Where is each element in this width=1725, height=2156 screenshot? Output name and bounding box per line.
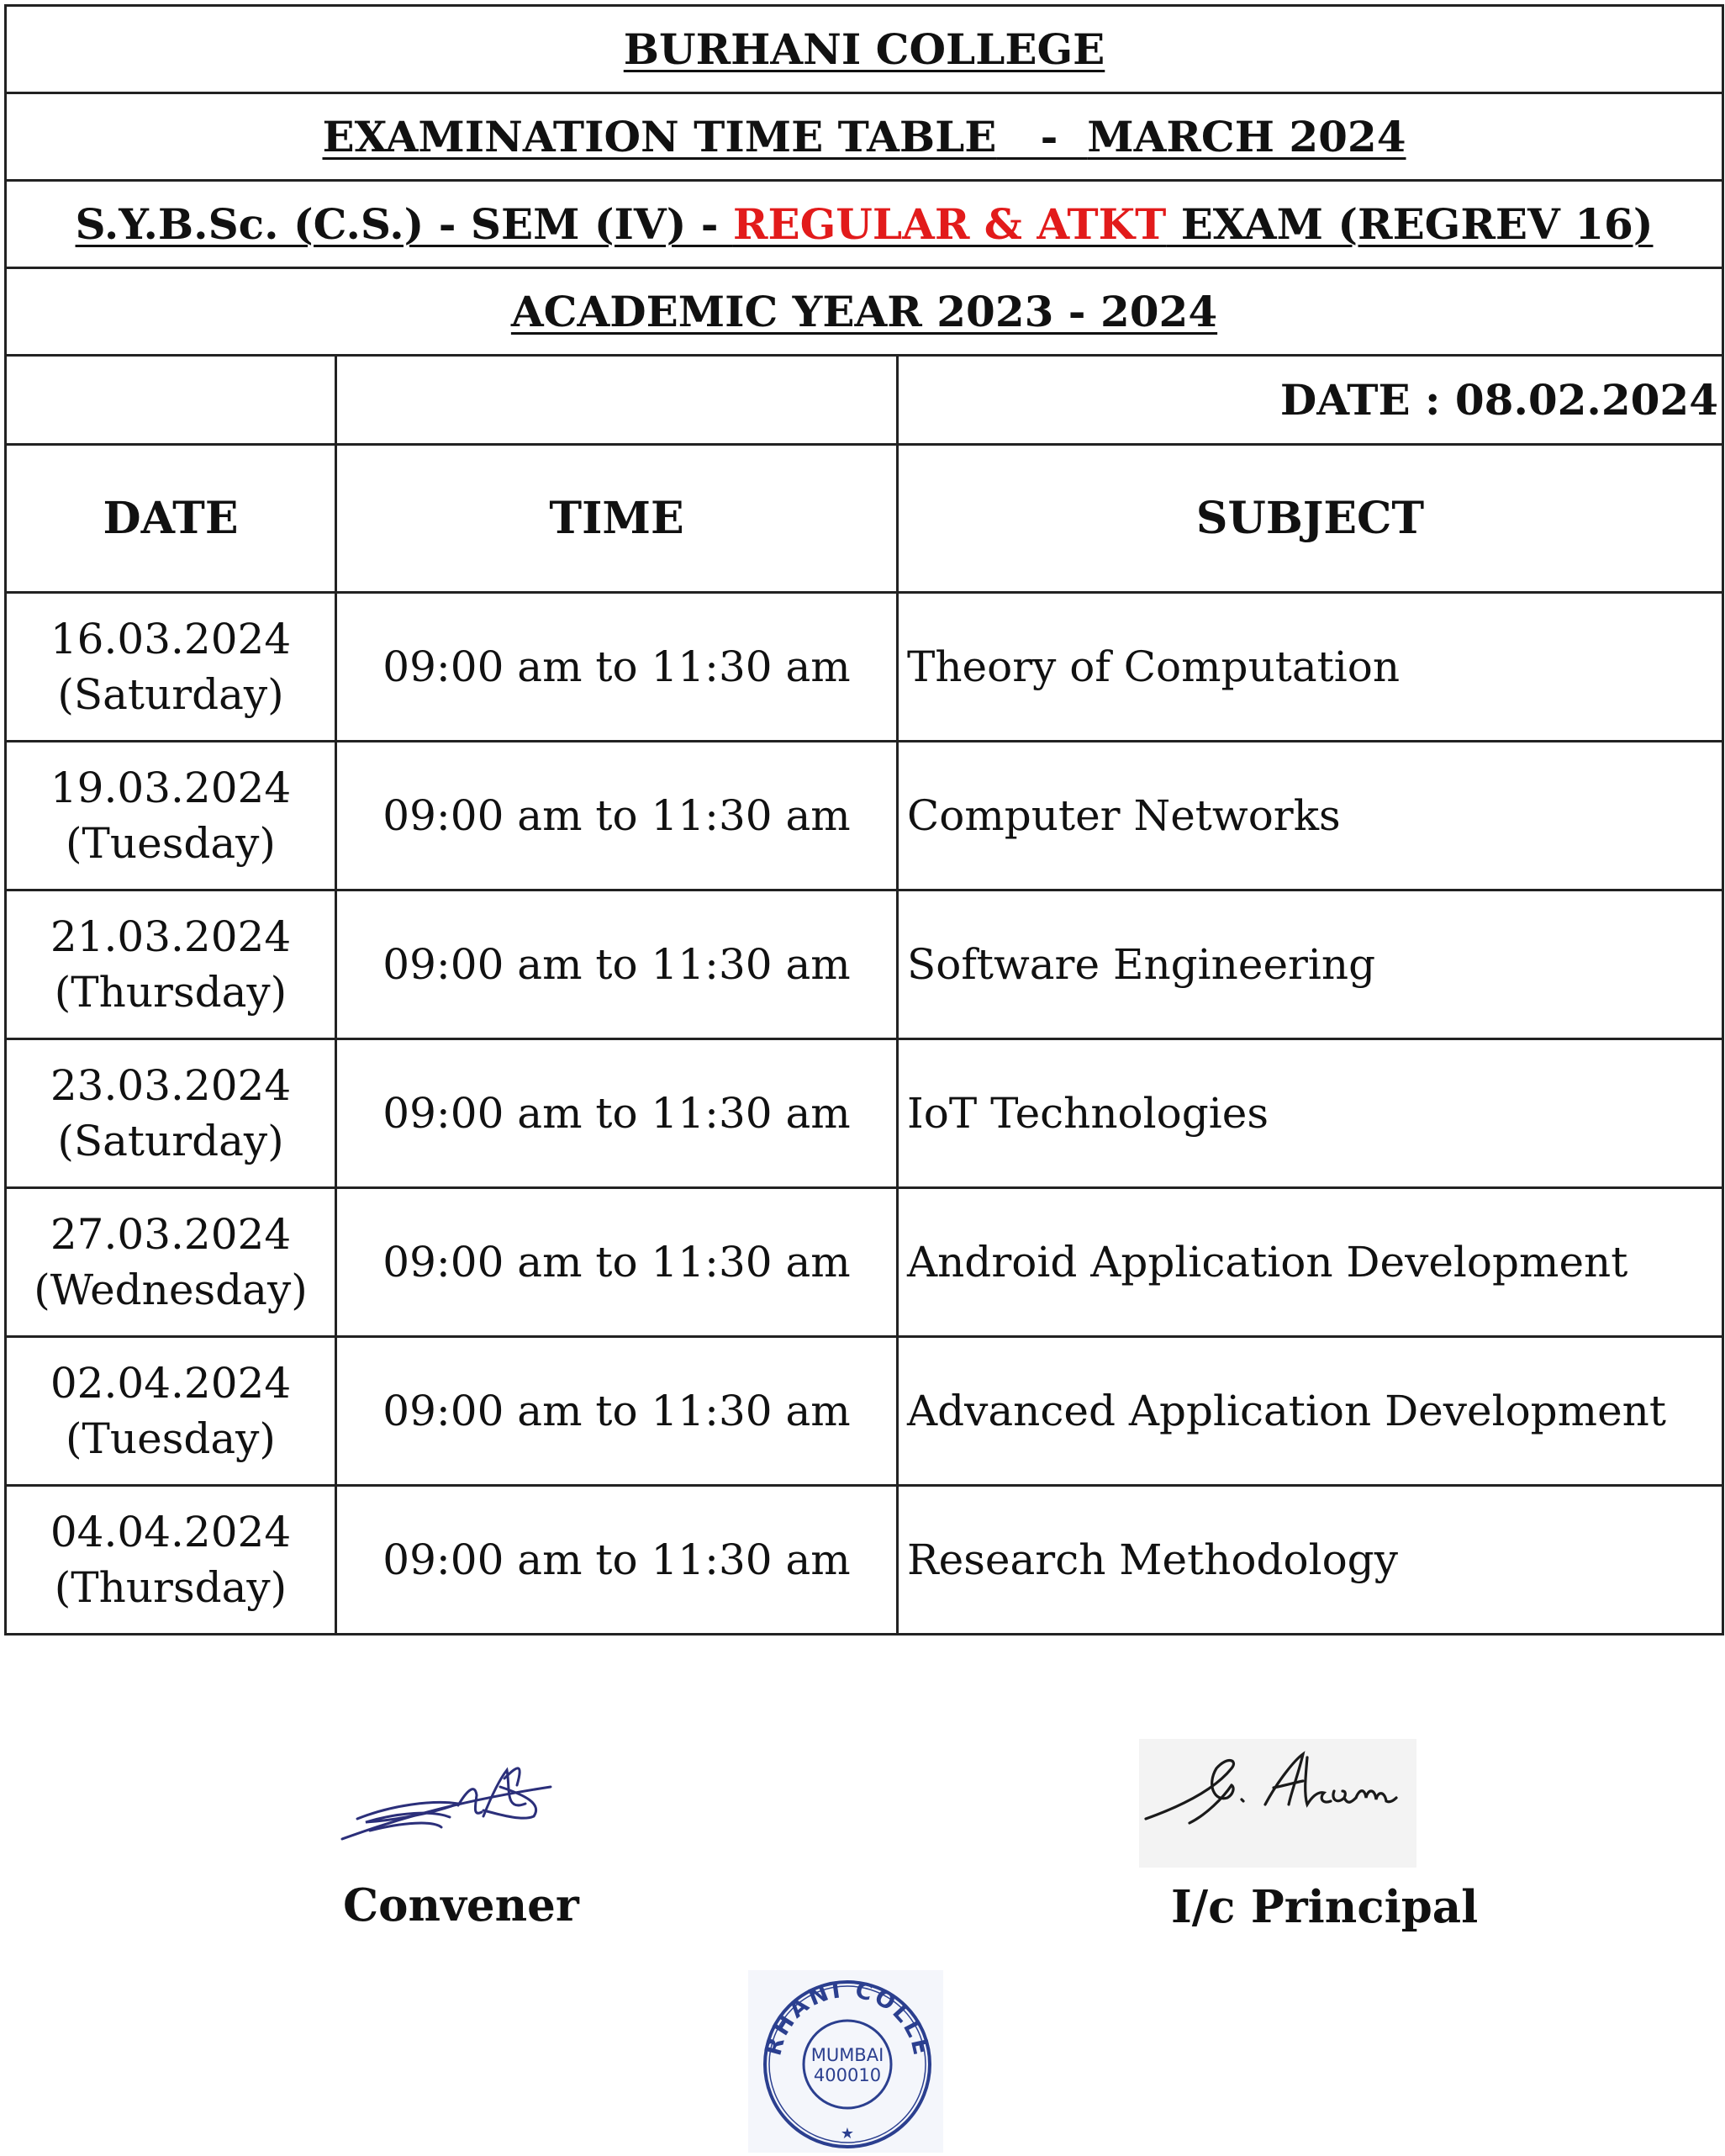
course-line: S.Y.B.Sc. (C.S.) - SEM (IV) - REGULAR & ATKT EXAM (REGREV 16) [75, 199, 1654, 249]
exam-date-cell [6, 890, 336, 1039]
exam-subject: Theory of Computation [898, 593, 1723, 742]
principal-label: I/c Principal [1171, 1881, 1479, 1933]
exam-date-cell [6, 593, 336, 742]
academic-year-row [6, 268, 1723, 356]
exam-subject: Research Methodology [898, 1486, 1723, 1635]
exam-day: (Saturday) [57, 1117, 284, 1165]
exam-time: 09:00 am to 11:30 am [336, 1039, 898, 1188]
table-row [6, 890, 1723, 1039]
table-row [6, 1188, 1723, 1337]
seal-pin: 400010 [813, 2065, 882, 2085]
college-seal [748, 1970, 943, 2153]
exam-time: 09:00 am to 11:30 am [336, 1188, 898, 1337]
exam-time: 09:00 am to 11:30 am [336, 1337, 898, 1486]
table-row [6, 1337, 1723, 1486]
convener-signature [332, 1745, 567, 1854]
column-header-subject: SUBJECT [898, 445, 1723, 593]
exam-time: 09:00 am to 11:30 am [336, 890, 898, 1039]
principal-signature [1139, 1739, 1416, 1868]
table-row [6, 1039, 1723, 1188]
column-header-date: DATE [6, 445, 336, 593]
exam-subject: Android Application Development [898, 1188, 1723, 1337]
exam-title: EXAMINATION TIME TABLE - MARCH 2024 [322, 112, 1406, 161]
college-banner-row [6, 6, 1723, 93]
exam-subject: IoT Technologies [898, 1039, 1723, 1188]
exam-subject: Software Engineering [898, 890, 1723, 1039]
exam-time: 09:00 am to 11:30 am [336, 593, 898, 742]
exam-subject: Advanced Application Development [898, 1337, 1723, 1486]
exam-date-cell [6, 1039, 336, 1188]
table-row [6, 1486, 1723, 1635]
column-header-row [6, 445, 1723, 593]
exam-date-cell [6, 1337, 336, 1486]
timetable [4, 4, 1724, 1635]
convener-label: Convener [343, 1879, 579, 1931]
exam-time: 09:00 am to 11:30 am [336, 742, 898, 890]
exam-day: (Tuesday) [66, 1414, 276, 1463]
seal-outer-text: RHANI COLLE [760, 1977, 935, 2060]
issue-date: DATE : 08.02.2024 [898, 356, 1723, 445]
exam-date-cell [6, 742, 336, 890]
exam-subject: Computer Networks [898, 742, 1723, 890]
exam-day: (Saturday) [57, 670, 284, 719]
title-banner-row [6, 93, 1723, 181]
exam-date: 23.03.2024 [50, 1061, 292, 1110]
exam-day: (Tuesday) [66, 819, 276, 868]
college-name: BURHANI COLLEGE [623, 24, 1105, 74]
exam-date-cell [6, 1188, 336, 1337]
principal-signature-ink [1139, 1739, 1416, 1868]
seal-star-icon: ★ [840, 2125, 855, 2143]
exam-day: (Thursday) [54, 968, 288, 1017]
exam-date: 16.03.2024 [50, 615, 292, 663]
course-banner-row [6, 181, 1723, 268]
exam-date: 21.03.2024 [50, 912, 292, 961]
exam-day: (Thursday) [54, 1563, 288, 1612]
exam-date: 27.03.2024 [50, 1210, 292, 1259]
exam-date: 02.04.2024 [50, 1359, 292, 1408]
exam-time: 09:00 am to 11:30 am [336, 1486, 898, 1635]
academic-year: ACADEMIC YEAR 2023 - 2024 [510, 287, 1218, 336]
exam-date: 19.03.2024 [50, 764, 292, 812]
issue-date-row [6, 356, 1723, 445]
seal-stamp [748, 1970, 943, 2153]
table-row [6, 593, 1723, 742]
exam-date-cell [6, 1486, 336, 1635]
table-row [6, 742, 1723, 890]
exam-day: (Wednesday) [34, 1266, 308, 1314]
exam-date: 04.04.2024 [50, 1508, 292, 1556]
seal-city: MUMBAI [810, 2045, 884, 2065]
column-header-time: TIME [336, 445, 898, 593]
regular-atkt-highlight: REGULAR & ATKT [732, 199, 1167, 249]
